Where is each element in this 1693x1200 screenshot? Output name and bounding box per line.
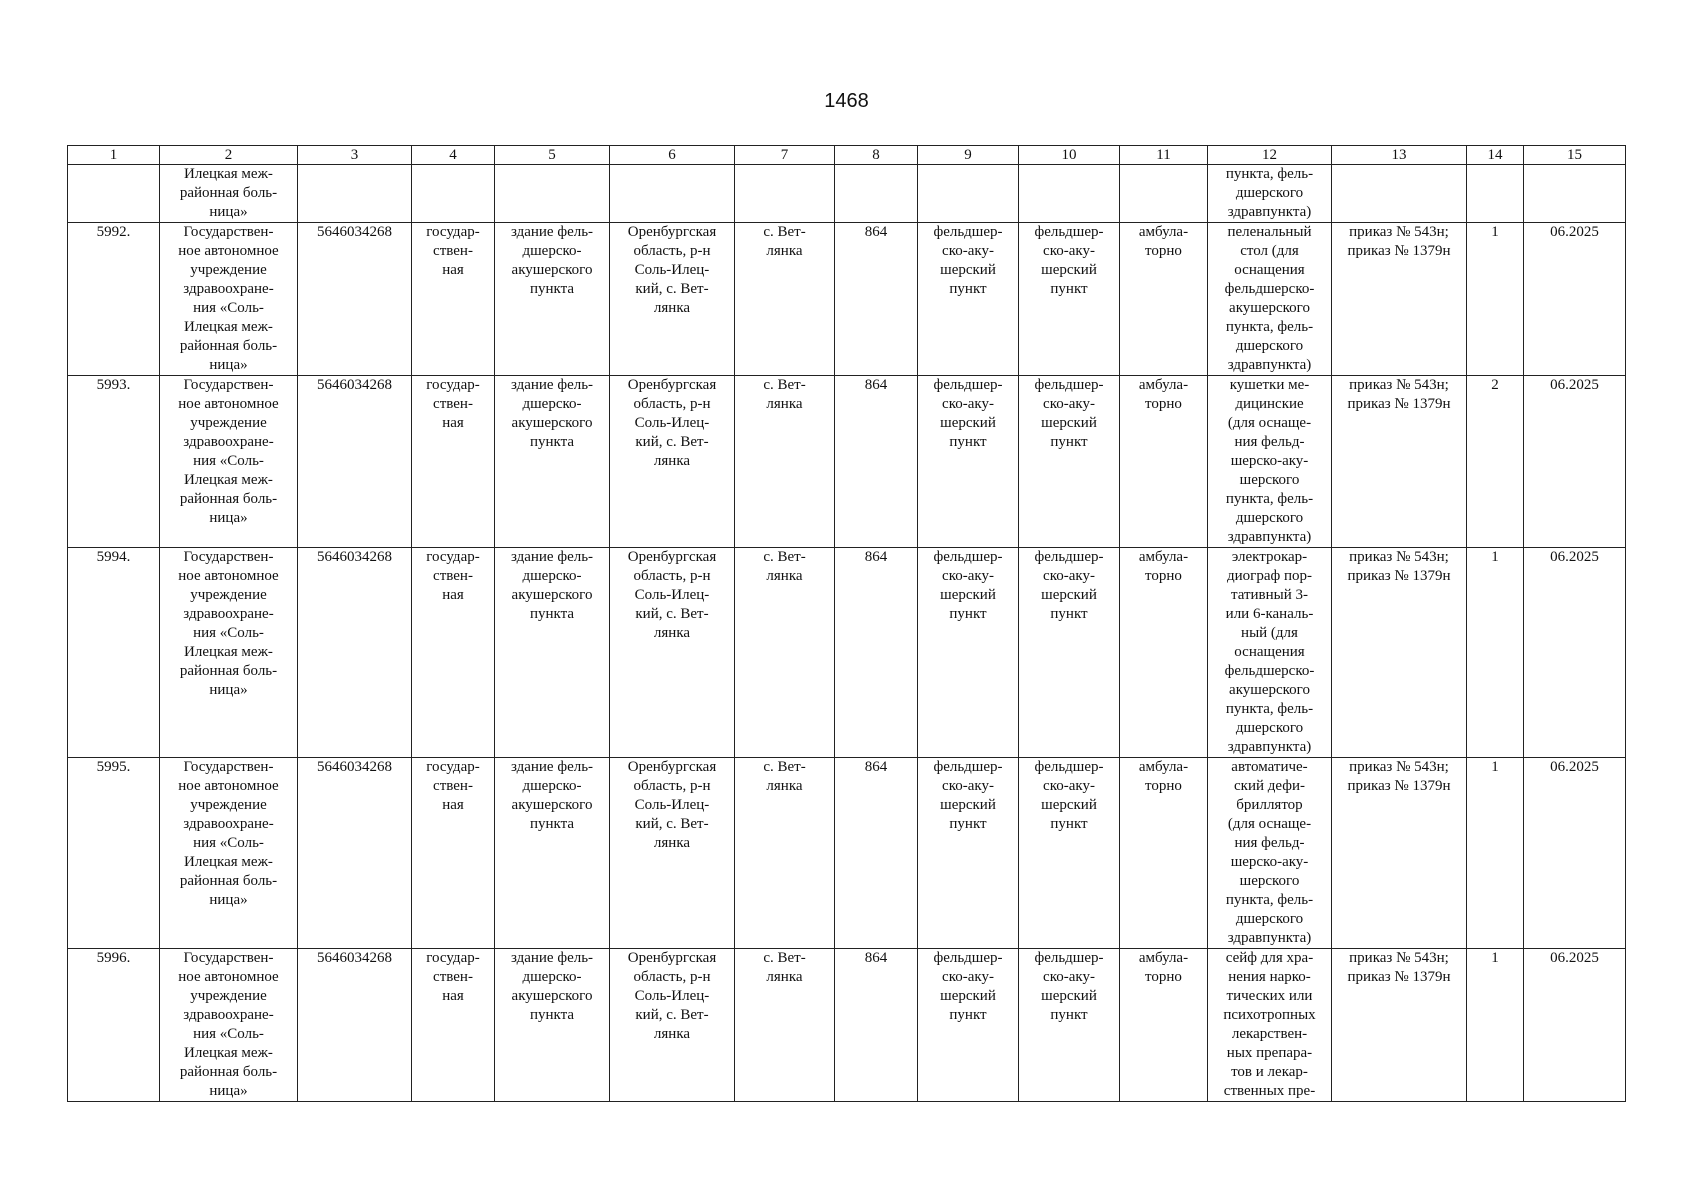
column-header: 15 (1524, 146, 1626, 165)
ownership-cell: государ- ствен- ная (412, 949, 495, 1102)
column-header: 3 (298, 146, 412, 165)
equipment-cell: кушетки ме- дицинские (для оснаще- ния фельд- шерско-аку- шерского пункта, фель- дшерского здравпункта) (1208, 376, 1332, 548)
facility-type-cell: фельдшер- ско-аку- шерский пункт (918, 949, 1019, 1102)
population-cell: 864 (835, 949, 918, 1102)
date-cell: 06.2025 (1524, 376, 1626, 548)
facility-type-cell: фельдшер- ско-аку- шерский пункт (918, 376, 1019, 548)
table-row (68, 376, 1626, 548)
facility-subtype-cell (1019, 165, 1120, 223)
care-form-cell: амбула- торно (1120, 223, 1208, 376)
order-cell: приказ № 543н; приказ № 1379н (1332, 548, 1467, 758)
address-cell: Оренбургская область, р-н Соль-Илец- кий, с. Вет- лянка (610, 376, 735, 548)
column-number-row (68, 146, 1626, 165)
date-cell (1524, 165, 1626, 223)
inn-cell: 5646034268 (298, 548, 412, 758)
order-cell: приказ № 543н; приказ № 1379н (1332, 949, 1467, 1102)
column-header: 5 (495, 146, 610, 165)
population-cell (835, 165, 918, 223)
equipment-cell: электрокар- диограф пор- тативный 3- или 6-каналь- ный (для оснащения фельдшерско- акушерского пункта, фель- дшерского здравпункта) (1208, 548, 1332, 758)
table-body (68, 165, 1626, 1102)
page-number: 1468 (824, 90, 869, 112)
settlement-cell: с. Вет- лянка (735, 548, 835, 758)
record-number-cell (68, 165, 160, 223)
date-cell: 06.2025 (1524, 223, 1626, 376)
ownership-cell: государ- ствен- ная (412, 758, 495, 949)
care-form-cell (1120, 165, 1208, 223)
table-row (68, 223, 1626, 376)
inn-cell (298, 165, 412, 223)
organization-cell: Государствен- ное автономное учреждение здравоохране- ния «Соль- Илецкая меж- районная боль- ница» (160, 376, 298, 548)
address-cell: Оренбургская область, р-н Соль-Илец- кий, с. Вет- лянка (610, 548, 735, 758)
registry-table (67, 145, 1626, 1102)
quantity-cell: 1 (1467, 223, 1524, 376)
quantity-cell: 1 (1467, 949, 1524, 1102)
date-cell: 06.2025 (1524, 758, 1626, 949)
inn-cell: 5646034268 (298, 949, 412, 1102)
care-form-cell: амбула- торно (1120, 376, 1208, 548)
care-form-cell: амбула- торно (1120, 758, 1208, 949)
building-cell: здание фель- дшерско- акушерского пункта (495, 223, 610, 376)
quantity-cell (1467, 165, 1524, 223)
ownership-cell: государ- ствен- ная (412, 223, 495, 376)
inn-cell: 5646034268 (298, 758, 412, 949)
record-number-cell: 5995. (68, 758, 160, 949)
building-cell: здание фель- дшерско- акушерского пункта (495, 949, 610, 1102)
column-header: 1 (68, 146, 160, 165)
settlement-cell: с. Вет- лянка (735, 949, 835, 1102)
equipment-cell: автоматиче- ский дефи- бриллятор (для оснаще- ния фельд- шерско-аку- шерского пункта, фель- дшерского здравпункта) (1208, 758, 1332, 949)
address-cell (610, 165, 735, 223)
care-form-cell: амбула- торно (1120, 548, 1208, 758)
facility-subtype-cell: фельдшер- ско-аку- шерский пункт (1019, 376, 1120, 548)
organization-cell: Государствен- ное автономное учреждение здравоохране- ния «Соль- Илецкая меж- районная боль- ница» (160, 949, 298, 1102)
column-header: 7 (735, 146, 835, 165)
column-header: 11 (1120, 146, 1208, 165)
column-header: 9 (918, 146, 1019, 165)
table-row (68, 949, 1626, 1102)
table-row (68, 758, 1626, 949)
settlement-cell: с. Вет- лянка (735, 223, 835, 376)
building-cell: здание фель- дшерско- акушерского пункта (495, 376, 610, 548)
facility-type-cell (918, 165, 1019, 223)
order-cell: приказ № 543н; приказ № 1379н (1332, 376, 1467, 548)
order-cell: приказ № 543н; приказ № 1379н (1332, 758, 1467, 949)
column-header: 4 (412, 146, 495, 165)
quantity-cell: 2 (1467, 376, 1524, 548)
table-row (68, 165, 1626, 223)
table-row (68, 548, 1626, 758)
facility-type-cell: фельдшер- ско-аку- шерский пункт (918, 548, 1019, 758)
population-cell: 864 (835, 548, 918, 758)
address-cell: Оренбургская область, р-н Соль-Илец- кий, с. Вет- лянка (610, 758, 735, 949)
date-cell: 06.2025 (1524, 949, 1626, 1102)
ownership-cell: государ- ствен- ная (412, 376, 495, 548)
quantity-cell: 1 (1467, 548, 1524, 758)
facility-subtype-cell: фельдшер- ско-аку- шерский пункт (1019, 223, 1120, 376)
record-number-cell: 5994. (68, 548, 160, 758)
ownership-cell: государ- ствен- ная (412, 548, 495, 758)
column-header: 12 (1208, 146, 1332, 165)
facility-type-cell: фельдшер- ско-аку- шерский пункт (918, 758, 1019, 949)
settlement-cell: с. Вет- лянка (735, 376, 835, 548)
order-cell (1332, 165, 1467, 223)
population-cell: 864 (835, 223, 918, 376)
address-cell: Оренбургская область, р-н Соль-Илец- кий, с. Вет- лянка (610, 949, 735, 1102)
column-header: 8 (835, 146, 918, 165)
facility-subtype-cell: фельдшер- ско-аку- шерский пункт (1019, 758, 1120, 949)
building-cell: здание фель- дшерско- акушерского пункта (495, 758, 610, 949)
equipment-cell: пеленальный стол (для оснащения фельдшерско- акушерского пункта, фель- дшерского здравпункта) (1208, 223, 1332, 376)
column-header: 6 (610, 146, 735, 165)
population-cell: 864 (835, 758, 918, 949)
inn-cell: 5646034268 (298, 223, 412, 376)
column-header: 10 (1019, 146, 1120, 165)
organization-cell: Государствен- ное автономное учреждение здравоохране- ния «Соль- Илецкая меж- районная боль- ница» (160, 223, 298, 376)
population-cell: 864 (835, 376, 918, 548)
quantity-cell: 1 (1467, 758, 1524, 949)
equipment-cell: пункта, фель- дшерского здравпункта) (1208, 165, 1332, 223)
inn-cell: 5646034268 (298, 376, 412, 548)
date-cell: 06.2025 (1524, 548, 1626, 758)
ownership-cell (412, 165, 495, 223)
column-header: 13 (1332, 146, 1467, 165)
address-cell: Оренбургская область, р-н Соль-Илец- кий, с. Вет- лянка (610, 223, 735, 376)
record-number-cell: 5993. (68, 376, 160, 548)
organization-cell: Государствен- ное автономное учреждение здравоохране- ния «Соль- Илецкая меж- районная боль- ница» (160, 548, 298, 758)
building-cell (495, 165, 610, 223)
facility-type-cell: фельдшер- ско-аку- шерский пункт (918, 223, 1019, 376)
organization-cell: Государствен- ное автономное учреждение здравоохране- ния «Соль- Илецкая меж- районная боль- ница» (160, 758, 298, 949)
settlement-cell: с. Вет- лянка (735, 758, 835, 949)
facility-subtype-cell: фельдшер- ско-аку- шерский пункт (1019, 548, 1120, 758)
column-header: 14 (1467, 146, 1524, 165)
care-form-cell: амбула- торно (1120, 949, 1208, 1102)
equipment-cell: сейф для хра- нения нарко- тических или психотропных лекарствен- ных препара- тов и лекар- ственных пре- (1208, 949, 1332, 1102)
record-number-cell: 5992. (68, 223, 160, 376)
organization-cell: Илецкая меж- районная боль- ница» (160, 165, 298, 223)
building-cell: здание фель- дшерско- акушерского пункта (495, 548, 610, 758)
settlement-cell (735, 165, 835, 223)
order-cell: приказ № 543н; приказ № 1379н (1332, 223, 1467, 376)
facility-subtype-cell: фельдшер- ско-аку- шерский пункт (1019, 949, 1120, 1102)
column-header: 2 (160, 146, 298, 165)
record-number-cell: 5996. (68, 949, 160, 1102)
